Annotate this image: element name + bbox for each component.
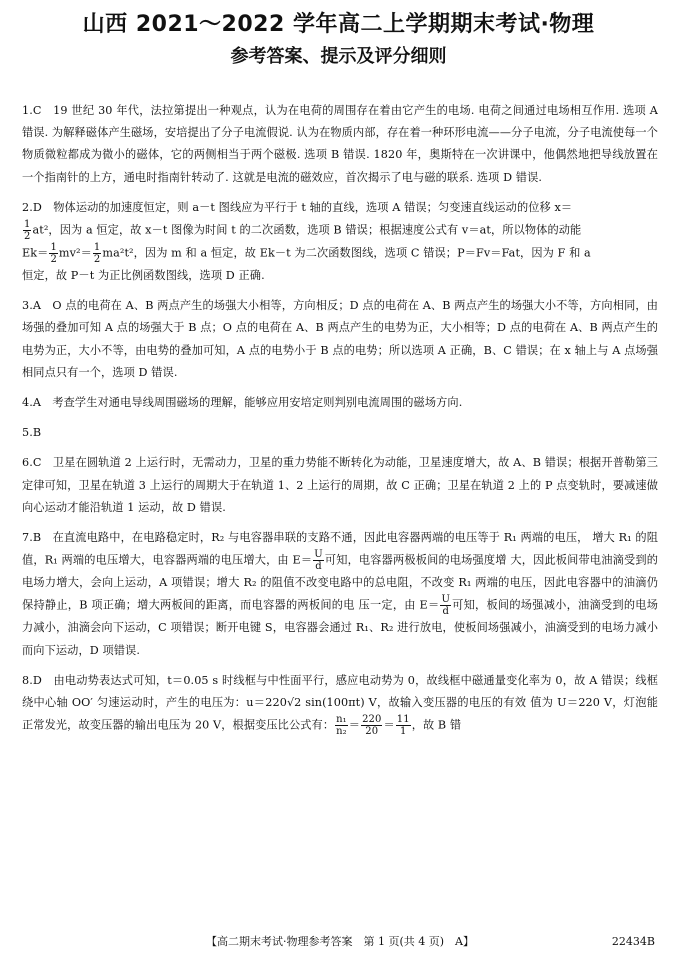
fraction-turns-ratio: $\frac{\text{n₁}}{\text{n₂}}$ bbox=[336, 714, 347, 738]
answer-3 bbox=[22, 295, 658, 384]
answer-8-text-2d: ，故 B 错 bbox=[411, 718, 462, 732]
fraction-half: $\frac{1}{2}$ bbox=[24, 219, 31, 243]
answer-1-text: 19 世纪 30 年代，法拉第提出一种观点，认为在电荷的周围存在着由它产生的电场. 电荷之间通过电场相互作用. 选项 A 错误. 为解释磁体产生磁场，安培提出了分子电流假说. 认为在物质内部，存在着一种环形电流——分子电流，分子电流使每一个物质微粒都成为微小的磁体，它的两侧相当于两个磁极. 选项 B 错误. 1820 年，奥斯特在一次讲课中，他偶然地把导线放置在一个指南针的上方，通电时指南针转动了. 这就是电流的磁效应，首次揭示了电与磁的联系. 选项 D 错误. bbox=[22, 104, 658, 184]
page-footer bbox=[0, 932, 677, 952]
answer-7-text-4a: 压一定，由 E＝ bbox=[358, 598, 440, 612]
answer-7-label: 7.B bbox=[22, 531, 42, 545]
answer-7-text-1: 在直流电路中，在电路稳定时，R₂ 与电容器串联的支路不通，因此电容器两端的电压等于 R₁ 两端的电压， bbox=[52, 531, 589, 545]
fraction-u-over-d: $\frac{U}{d}$ bbox=[441, 594, 450, 618]
answer-1-label: 1.C bbox=[22, 104, 42, 117]
answer-4-label: 4.A bbox=[22, 396, 42, 410]
answer-body bbox=[22, 100, 658, 745]
answer-2-label: 2.D bbox=[22, 200, 42, 214]
answer-1 bbox=[22, 100, 658, 189]
fraction-voltage-ratio: $\frac{220}{20}$ bbox=[362, 714, 382, 738]
fraction-result: $\frac{11}{1}$ bbox=[396, 714, 410, 738]
answer-3-text: O 点的电荷在 A、B 两点产生的场强大小相等，方向相反；D 点的电荷在 A、B 两点产生的场强大小不等，方向相同，由场强的叠加可知 A 点的场强大于 B 点；O 点的电荷在 A、B 两点产生的电势为正，大小相等；D 点的电荷在 A、B 两点产生的电势为正，大小不等，由电势的叠加可知，A 点的电势小于 B 点的电势；所以选项 A 正确，B、C 错误；在 x 轴上与 A 点场强相同点只有一个，选项 D 错误. bbox=[22, 299, 658, 379]
fraction-half: $\frac{1}{2}$ bbox=[93, 242, 101, 266]
answer-4 bbox=[22, 392, 658, 414]
answer-2-text-4: 恒定，故 P－t 为正比例函数图线，选项 D 正确. bbox=[22, 269, 265, 283]
fraction-u-over-d: $\frac{U}{d}$ bbox=[314, 549, 323, 573]
answer-6-text: 卫星在圆轨道 2 上运行时，无需动力，卫星的重力势能不断转化为动能，卫星速度增大，故 A、B 错误；根据开普勒第三定律可知，卫星在轨道 3 上运行的周期大于在轨道 1、2 上运行的周期，故 C 正确；卫星在轨道 2 上的 P 点变轨时，要减速做向心运动才能沿轨道 1 运动，故 D 错误. bbox=[22, 456, 658, 514]
answer-6 bbox=[22, 452, 658, 519]
answer-7 bbox=[22, 527, 658, 662]
footer-doc-code: 22434B bbox=[611, 935, 655, 948]
answer-8-text-1: 由电动势表达式可知，t＝0.05 s 时线框与中性面平行，感应电动势为 0，故线框中磁通量变化率为 0，故 A 错误；线框绕中心轴 OO′ 匀速运动时，产生的电压为：u＝220√2 sin(100πt) V，故输入变压器的电压的有效 bbox=[22, 673, 658, 710]
answer-7-text-3: 大，因此板间带电油滴受到的电场力增大，会向上运动，A 项错误；增大 R₂ 的阻值不改变电路中的总电阻，不改变 R₁ 两端的电压，因此电容器中的油滴仍保持静止，B 项正确；增大两板间的距离，而电容器的两板间的电 bbox=[22, 553, 658, 612]
fraction-half: $\frac{1}{2}$ bbox=[50, 242, 57, 266]
page-title: 山西 2021～2022 学年高二上学期期末考试·物理 bbox=[82, 12, 595, 37]
footer-page-info: 【高二期末考试·物理参考答案 第 1 页(共 4 页) A】 bbox=[205, 935, 474, 948]
answer-5 bbox=[22, 422, 658, 444]
answer-7-text-2b: 可知，电容器两极板间的电场强度增 bbox=[324, 553, 507, 567]
answer-4-text: 考查学生对通电导线周围磁场的理解，能够应用安培定则判别电流周围的磁场方向. bbox=[52, 396, 463, 410]
answer-2 bbox=[22, 197, 658, 287]
answer-2-text-3c: ma²t²，因为 m 和 a 恒定，故 Ek－t 为二次函数图线，选项 C 错误；P＝Fv＝Fat，因为 F 和 a bbox=[102, 246, 591, 260]
equals-sign: ＝ bbox=[348, 718, 361, 732]
answer-2-text-2: at²，因为 a 恒定，故 x－t 图像为时间 t 的二次函数，选项 B 错误；根据速度公式有 v＝at，所以物体的动能 bbox=[32, 223, 582, 237]
answer-5-label: 5.B bbox=[22, 426, 42, 440]
answer-2-text-3a: Ek＝ bbox=[22, 246, 49, 260]
page-subtitle: 参考答案、提示及评分细则 bbox=[230, 46, 447, 67]
answer-8-label: 8.D bbox=[22, 673, 42, 687]
answer-3-label: 3.A bbox=[22, 299, 42, 313]
answer-8-text-2a: 值为 U＝220 V，灯泡能正常发光，故变压器的输出电压为 20 V，根据变压比公式有： bbox=[22, 696, 659, 732]
answer-6-label: 6.C bbox=[22, 456, 42, 470]
answer-2-text-1: 物体运动的加速度恒定，则 a－t 图线应为平行于 t 轴的直线，选项 A 错误；匀变速直线运动的位移 x＝ bbox=[53, 200, 573, 214]
answer-7-text-4b: 可知，板间的场强减小，油滴受到的电场力减小，油滴会向下运动，C 项错误；断开电键 S，电容器会通过 R₁、R₂ 进行放电，使板间场强减小，油滴受到的电场力减小而向下运动，D 项错误. bbox=[22, 598, 659, 657]
answer-8 bbox=[22, 670, 658, 737]
equals-sign: ＝ bbox=[383, 718, 395, 732]
answer-2-text-3b: mv²＝ bbox=[58, 246, 92, 260]
answer-7-text-2a: 增大 R₁ 的阻值，R₁ 两端的电压增大，电容器两端的电压增大，由 E＝ bbox=[22, 531, 658, 567]
